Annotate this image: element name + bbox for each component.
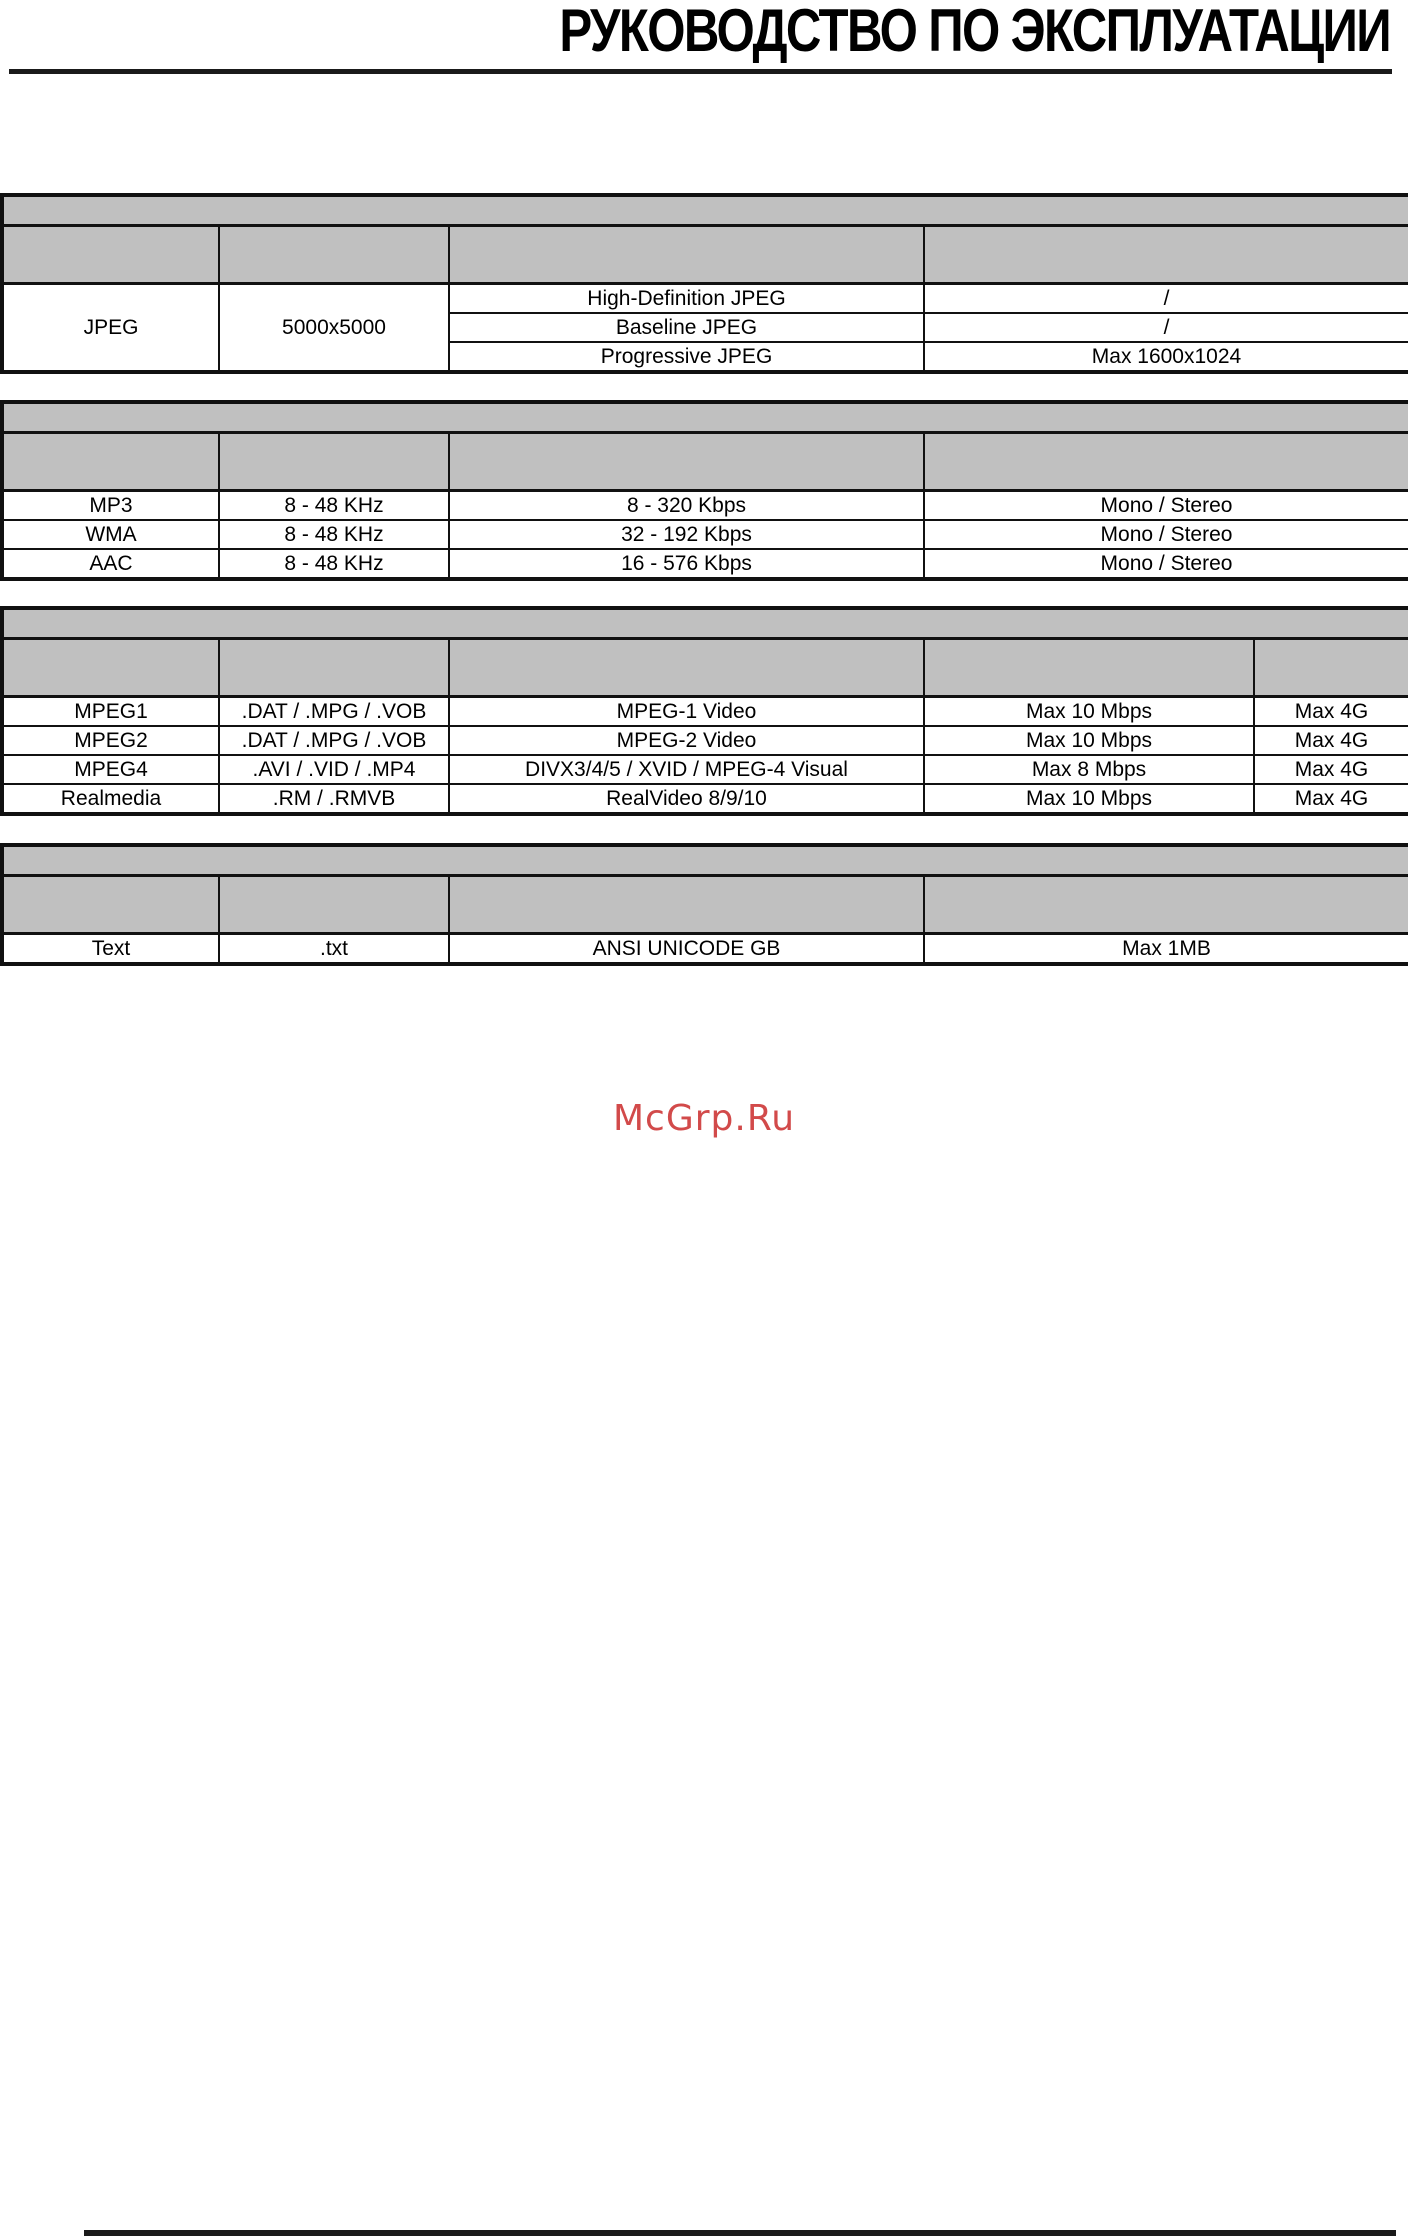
- limit-cell: /: [924, 313, 1408, 342]
- header-cell: [924, 226, 1408, 284]
- sample-rate-cell: 8 - 48 KHz: [219, 491, 449, 521]
- table-row: [2, 697, 1408, 727]
- size-cell: Max 1MB: [924, 934, 1408, 965]
- codec-cell: MPEG-1 Video: [449, 697, 924, 727]
- table-row: [2, 491, 1408, 521]
- format-cell: MPEG1: [2, 697, 219, 727]
- header-cell: [219, 433, 449, 491]
- header-cell: [449, 226, 924, 284]
- format-cell: AAC: [2, 549, 219, 579]
- header-cell: [1254, 639, 1408, 697]
- table-row: [2, 784, 1408, 814]
- extension-cell: .txt: [219, 934, 449, 965]
- photo-format-table: [0, 193, 1408, 374]
- type-cell: Baseline JPEG: [449, 313, 924, 342]
- size-cell: Max 4G: [1254, 697, 1408, 727]
- header-cell: [219, 639, 449, 697]
- format-cell: Text: [2, 934, 219, 965]
- sample-rate-cell: 8 - 48 KHz: [219, 520, 449, 549]
- header-cell: [219, 876, 449, 934]
- table-row: [2, 520, 1408, 549]
- text-format-table: [0, 843, 1408, 966]
- table-band: [2, 195, 1408, 226]
- channels-cell: Mono / Stereo: [924, 491, 1408, 521]
- extension-cell: .RM / .RMVB: [219, 784, 449, 814]
- format-cell: MPEG2: [2, 726, 219, 755]
- table-header-row: [2, 876, 1408, 934]
- header-cell: [924, 433, 1408, 491]
- codec-cell: MPEG-2 Video: [449, 726, 924, 755]
- bitrate-cell: 8 - 320 Kbps: [449, 491, 924, 521]
- type-cell: High-Definition JPEG: [449, 284, 924, 314]
- table-row: [2, 284, 1408, 314]
- bitrate-cell: 32 - 192 Kbps: [449, 520, 924, 549]
- diagonal-header-cell: [2, 639, 219, 697]
- video-format-table: [0, 606, 1408, 816]
- format-cell: JPEG: [2, 284, 219, 373]
- size-cell: Max 4G: [1254, 755, 1408, 784]
- format-cell: MP3: [2, 491, 219, 521]
- codec-cell: DIVX3/4/5 / XVID / MPEG-4 Visual: [449, 755, 924, 784]
- bitrate-cell: Max 10 Mbps: [924, 726, 1254, 755]
- audio-format-table: [0, 400, 1408, 581]
- type-cell: Progressive JPEG: [449, 342, 924, 372]
- format-cell: WMA: [2, 520, 219, 549]
- extension-cell: .AVI / .VID / .MP4: [219, 755, 449, 784]
- bitrate-cell: Max 10 Mbps: [924, 697, 1254, 727]
- resolution-cell: 5000x5000: [219, 284, 449, 373]
- channels-cell: Mono / Stereo: [924, 520, 1408, 549]
- table-band-row: [2, 195, 1408, 226]
- header-cell: [449, 876, 924, 934]
- page-title: РУКОВОДСТВО ПО ЭКСПЛУАТАЦИИ: [559, 0, 1390, 64]
- table-row: [2, 726, 1408, 755]
- table-row: [2, 755, 1408, 784]
- table-header-row: [2, 226, 1408, 284]
- codec-cell: RealVideo 8/9/10: [449, 784, 924, 814]
- diagonal-header-cell: [2, 876, 219, 934]
- limit-cell: Max 1600x1024: [924, 342, 1408, 372]
- table-row: [2, 549, 1408, 579]
- diagonal-header-cell: [2, 226, 219, 284]
- format-cell: MPEG4: [2, 755, 219, 784]
- bitrate-cell: Max 10 Mbps: [924, 784, 1254, 814]
- table-band-row: [2, 402, 1408, 433]
- size-cell: Max 4G: [1254, 784, 1408, 814]
- channels-cell: Mono / Stereo: [924, 549, 1408, 579]
- header-cell: [924, 639, 1254, 697]
- diagonal-header-cell: [2, 433, 219, 491]
- encoding-cell: ANSI UNICODE GB: [449, 934, 924, 965]
- table-header-row: [2, 639, 1408, 697]
- size-cell: Max 4G: [1254, 726, 1408, 755]
- header-cell: [449, 639, 924, 697]
- header-rule: [9, 69, 1392, 74]
- header-cell: [449, 433, 924, 491]
- limit-cell: /: [924, 284, 1408, 314]
- table-header-row: [2, 433, 1408, 491]
- extension-cell: .DAT / .MPG / .VOB: [219, 697, 449, 727]
- sample-rate-cell: 8 - 48 KHz: [219, 549, 449, 579]
- table-band: [2, 845, 1408, 876]
- header-cell: [924, 876, 1408, 934]
- bitrate-cell: Max 8 Mbps: [924, 755, 1254, 784]
- footer-rule: [84, 2230, 1396, 2236]
- table-row: [2, 934, 1408, 965]
- watermark-text: McGrp.Ru: [612, 1098, 796, 1139]
- header-cell: [219, 226, 449, 284]
- table-band-row: [2, 845, 1408, 876]
- table-band: [2, 608, 1408, 639]
- bitrate-cell: 16 - 576 Kbps: [449, 549, 924, 579]
- extension-cell: .DAT / .MPG / .VOB: [219, 726, 449, 755]
- format-cell: Realmedia: [2, 784, 219, 814]
- table-band: [2, 402, 1408, 433]
- table-band-row: [2, 608, 1408, 639]
